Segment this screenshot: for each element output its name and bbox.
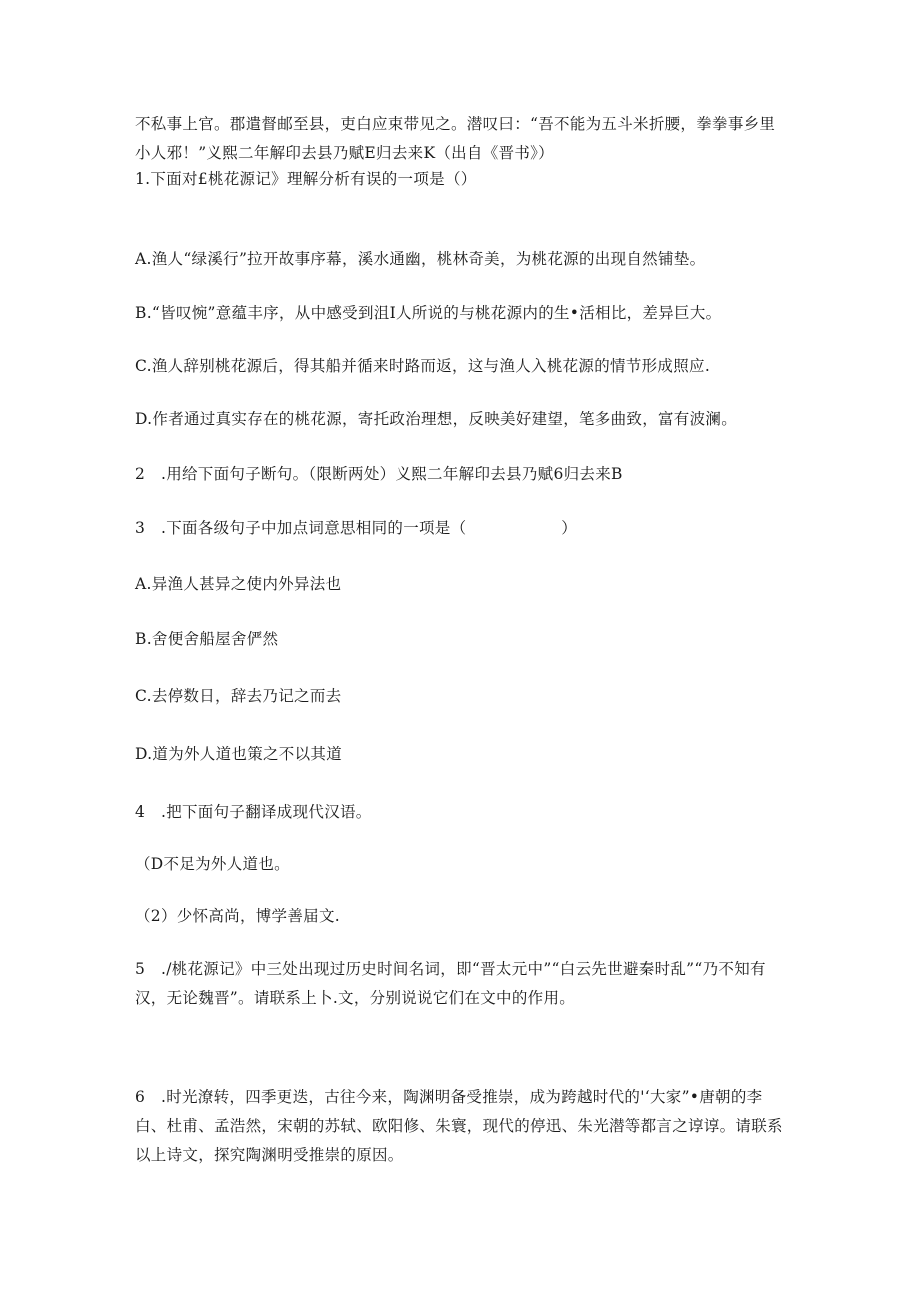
question-3-option-d: D.道为外人道也策之不以其道 [135,745,343,763]
question-4-stem: 4 .把下面句子翻译成现代汉语。 [135,803,372,821]
question-2-stem: 2 .用给下面句子断句。（限断两处）义熙二年解印去县乃赋6归去来B [135,465,623,483]
intro-paragraph: 不私事上官。郡遣督邮至县，吏白应束带见之。潜叹曰：“吾不能为五斗米折腰，拳拳事乡里小人邪！”义熙二年解印去县乃赋E归去来K（出自《晋书》） [135,115,776,162]
question-6-stem: 6 .时光潦转，四季更迭，古往今来，陶渊明备受推崇，成为跨越时代的'‘大家”•唐朝的李白、杜甫、孟浩然，宋朝的苏轼、欧阳修、朱寰，现代的停迅、朱光潜等都言之谆谆。请联系以上诗文，探究陶渊明受推崇的原因。 [135,1088,783,1164]
question-3-option-c: C.去停数日，辞去乃记之而去 [135,687,342,705]
question-1-option-b: B.“皆叹惋”意蕴丰序，从中感受到沮I人所说的与桃花源内的生•活相比，差异巨大。 [135,304,722,322]
question-5-stem: 5 ./桃花源记》中三处出现过历史时间名词，即“晋太元中”“白云先世避秦时乱”“乃不知有汉，无论魏晋”。请联系上卜.文，分别说说它们在文中的作用。 [135,960,766,1007]
question-3-option-b: B.舍便舍船屋舍俨然 [135,630,279,648]
question-3-option-a: A.异渔人甚异之使内外异法也 [135,575,342,593]
question-3-stem: 3 .下面各级句子中加点词意思相同的一项是（ ） [135,519,577,537]
question-4-item-1: （D不足为外人道也。 [135,855,290,873]
question-1-option-d: D.作者通过真实存在的桃花源，寄托政治理想，反映美好建望，笔多曲致，富有波澜。 [135,410,738,428]
question-1-option-a: A.渔人“绿溪行”拉开故事序幕，溪水通幽，桃林奇美，为桃花源的出现自然铺垫。 [135,250,706,268]
question-4-item-2: （2）少怀高尚，博学善届文. [135,907,340,925]
question-1-option-c: C.渔人辞别桃花源后，得其船并循来时路而返，这与渔人入桃花源的情节形成照应. [135,357,711,375]
question-1-stem: 1.下面对£桃花源记》理解分析有误的一项是（） [135,170,477,188]
